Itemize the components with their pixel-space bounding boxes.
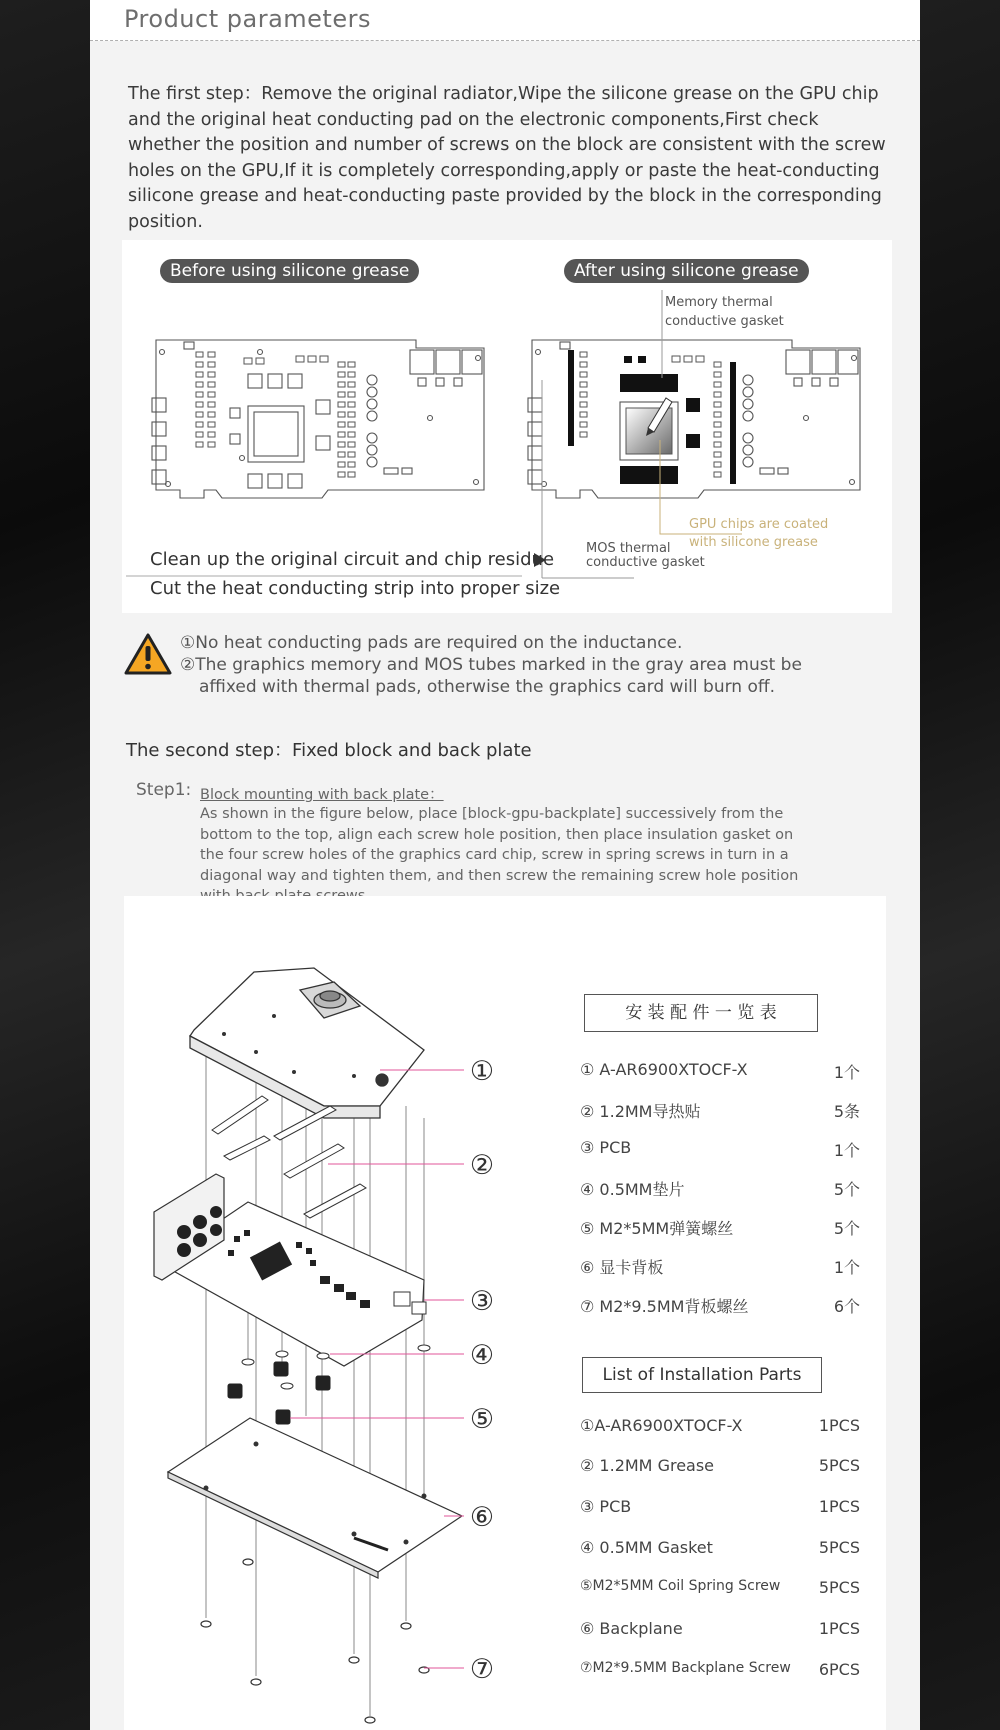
memory-gasket-label-1: Memory thermal <box>665 295 773 310</box>
step1-body: As shown in the figure below, place [block-gpu-backplate] successively from the bottom to the top, align each screw hole position, then place insulation gasket on the four screw holes of the graphics card chip, screw in spring screws in turn in a diagonal way and tighten them, and then screw the remaining screw hole position <box>200 806 799 884</box>
warning-line-2: ②The graphics memory and MOS tubes marked in the gray area must be <box>180 655 802 675</box>
right-background <box>920 0 1000 1730</box>
parts-cn-row <box>580 1099 860 1122</box>
part-name: ①A-AR6900XTOCF-X <box>580 1416 743 1435</box>
part-qty: 1PCS <box>818 1619 860 1638</box>
parts-en-row <box>580 1538 860 1557</box>
warning-line-1: ①No heat conducting pads are required on the inductance. <box>180 633 683 653</box>
left-background <box>0 0 90 1730</box>
first-step-text: The first step：Remove the original radiator,Wipe the silicone grease on the GPU chip and the original heat conducting pad on the electronic components,First check whether the position and number of screws on the block are consistent with the screw holes on the GPU,If it is completely corresponding,apply or paste the heat-conducting silicone grease and heat-conducting paste provided by the block in the corresponding position. <box>128 84 886 232</box>
part-qty: 5个 <box>833 1219 860 1238</box>
warning-line-3: affixed with thermal pads, otherwise the graphics card will burn off. <box>199 677 775 697</box>
parts-cn-row <box>580 1177 860 1200</box>
part-name: ⑤ M2*5MM弹簧螺丝 <box>580 1219 734 1238</box>
part-name: ③ PCB <box>580 1138 632 1157</box>
part-name: ⑥ 显卡背板 <box>580 1258 664 1277</box>
part-qty: 1PCS <box>818 1416 860 1435</box>
part-name: ② 1.2MM Grease <box>580 1456 715 1475</box>
part-qty: 5PCS <box>818 1538 860 1557</box>
part-name: ⑦M2*9.5MM Backplane Screw <box>580 1660 791 1676</box>
part-qty: 5条 <box>833 1102 860 1121</box>
exploded-assembly-diagram <box>124 896 524 1730</box>
parts-en-row <box>580 1578 860 1597</box>
parts-cn-row <box>580 1255 860 1278</box>
part-name: ① A-AR6900XTOCF-X <box>580 1060 748 1079</box>
parts-en-title: List of Installation Parts <box>582 1357 822 1393</box>
product-page <box>90 0 920 1730</box>
caption-clean: Clean up the original circuit and chip residue <box>150 549 555 570</box>
parts-cn-row <box>580 1216 860 1239</box>
warning-text <box>180 632 880 698</box>
memory-gasket-label-2: conductive gasket <box>665 314 784 329</box>
parts-cn-row <box>580 1060 860 1082</box>
gpu-coated-label-1: GPU chips are coated <box>689 517 829 532</box>
after-label: After using silicone grease <box>564 259 809 283</box>
callout-1: ① <box>469 1056 495 1087</box>
part-name: ⑤M2*5MM Coil Spring Screw <box>580 1578 781 1594</box>
mos-gasket-label-1: MOS thermal <box>586 541 671 556</box>
part-qty: 5PCS <box>818 1456 860 1475</box>
before-label: Before using silicone grease <box>160 259 419 283</box>
parts-en-row <box>580 1619 860 1638</box>
callout-6: ⑥ <box>469 1502 495 1533</box>
callout-5: ⑤ <box>469 1404 495 1435</box>
installation-panel <box>124 896 886 1730</box>
part-qty: 5个 <box>833 1180 860 1199</box>
part-qty: 1PCS <box>818 1497 860 1516</box>
page-title: Product parameters <box>124 5 371 33</box>
parts-cn-row <box>580 1294 860 1317</box>
part-qty: 1个 <box>833 1141 860 1160</box>
parts-cn-title: 安 装 配 件 一 览 表 <box>584 994 818 1032</box>
part-qty: 1个 <box>833 1063 860 1082</box>
mos-gasket-label-2: conductive gasket <box>586 555 705 570</box>
callout-2: ② <box>469 1150 495 1181</box>
part-name: ⑦ M2*9.5MM背板螺丝 <box>580 1297 749 1316</box>
part-qty: 6PCS <box>818 1660 860 1679</box>
parts-cn-row <box>580 1138 860 1160</box>
callout-4: ④ <box>469 1340 495 1371</box>
step1-label: Step1: <box>136 780 192 800</box>
parts-en-row <box>580 1416 860 1435</box>
warning-triangle-icon <box>124 632 172 676</box>
part-qty: 1个 <box>833 1258 860 1277</box>
part-name: ④ 0.5MM Gasket <box>580 1538 713 1557</box>
callout-7: ⑦ <box>469 1654 495 1685</box>
second-step-title: The second step：Fixed block and back plate <box>126 740 532 761</box>
callout-3: ③ <box>469 1286 495 1317</box>
header-bar <box>90 0 920 41</box>
grease-comparison-panel <box>122 240 892 613</box>
part-name: ⑥ Backplane <box>580 1619 683 1638</box>
part-qty: 5PCS <box>818 1578 860 1597</box>
step1-title: Block mounting with back plate： <box>200 787 444 803</box>
part-name: ② 1.2MM导热贴 <box>580 1102 701 1121</box>
parts-en-row <box>580 1497 860 1516</box>
part-qty: 6个 <box>833 1297 860 1316</box>
part-name: ③ PCB <box>580 1497 632 1516</box>
parts-en-row <box>580 1456 860 1475</box>
parts-en-row <box>580 1660 860 1679</box>
caption-cut: Cut the heat conducting strip into proper size <box>150 578 561 599</box>
part-name: ④ 0.5MM垫片 <box>580 1180 685 1199</box>
gpu-coated-label-2: with silicone grease <box>689 535 818 550</box>
